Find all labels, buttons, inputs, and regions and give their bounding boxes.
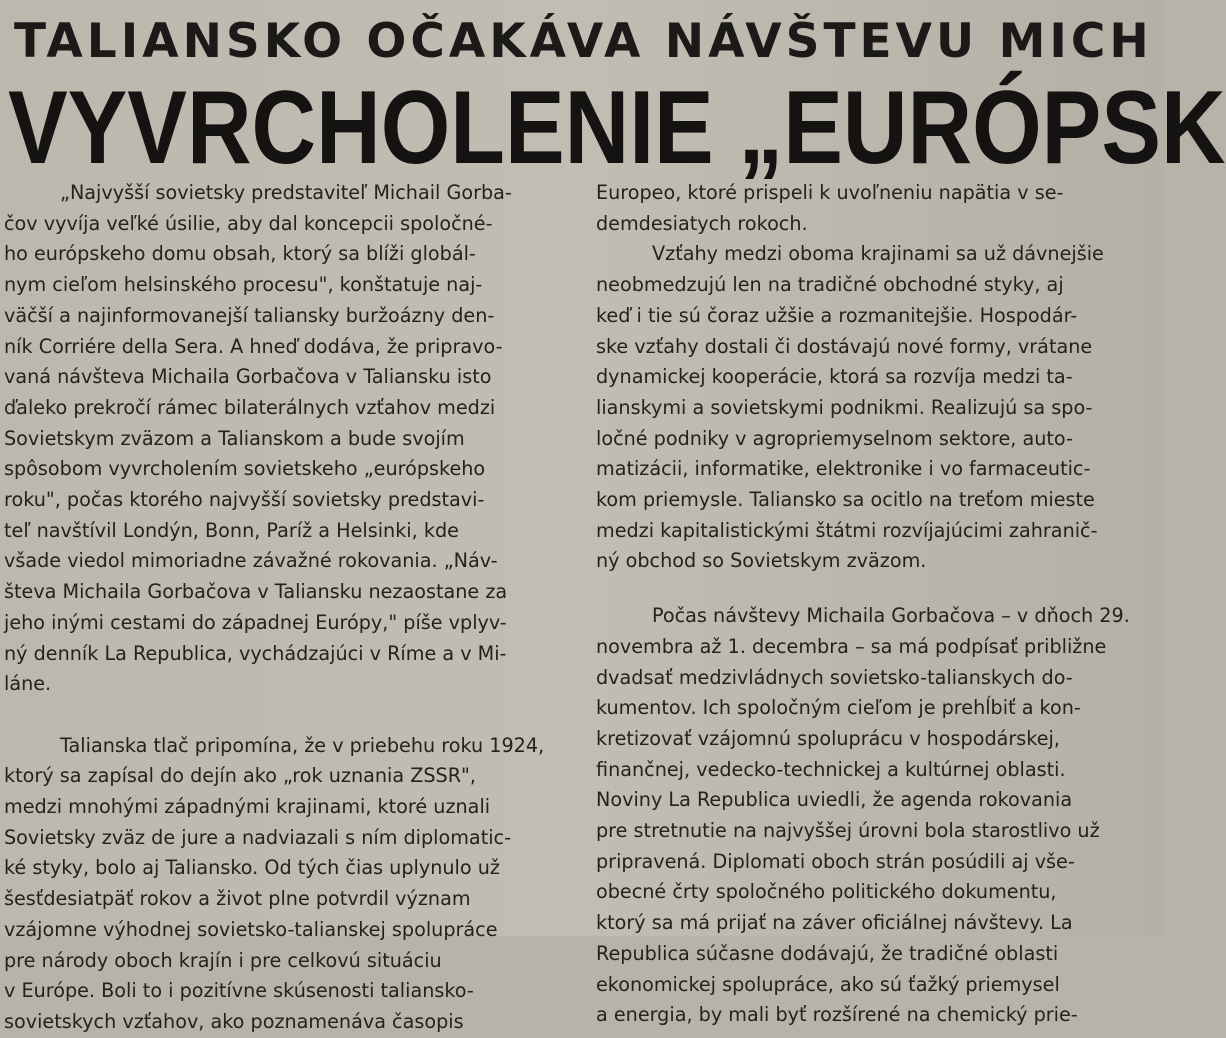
text-line: vaná návšteva Michaila Gorbačova v Taliansku isto xyxy=(4,365,492,389)
paragraph-2 xyxy=(4,731,582,1038)
text-line: Vzťahy medzi oboma krajinami sa už dávnejšie xyxy=(652,242,1104,266)
text-line: demdesiatych rokoch. xyxy=(596,211,808,235)
text-line: lianskymi a sovietskymi podnikmi. Realizujú sa spo- xyxy=(596,395,1093,419)
text-line: a energia, by mali byť rozšírené na chemický prie- xyxy=(596,1003,1078,1027)
text-line: ný obchod so Sovietskym zväzom. xyxy=(596,549,927,573)
text-line: Noviny La Republica uviedli, že agenda rokovania xyxy=(596,788,1073,812)
text-line: ké styky, bolo aj Taliansko. Od tých čias uplynulo už xyxy=(4,856,500,880)
text-line: ník Corriére della Sera. A hneď dodáva, že pripravo- xyxy=(4,334,503,358)
text-line: čov vyvíja veľké úsilie, aby dal koncepcii spoločné- xyxy=(4,211,493,235)
text-line: kumentov. Ich spoločným cieľom je prehĺbiť a kon- xyxy=(596,696,1081,720)
text-line: nym cieľom helsinského procesu", konštatuje naj- xyxy=(4,273,483,297)
text-line: ekonomickej spolupráce, ako sú ťažký priemysel xyxy=(596,972,1060,996)
text-line: ďaleko prekročí rámec bilaterálnych vzťahov medzi xyxy=(4,395,496,419)
paragraph-continued xyxy=(596,178,1161,239)
paragraph-3 xyxy=(596,239,1161,577)
paragraph-4 xyxy=(596,601,1161,1031)
text-line: pre stretnutie na najvyššej úrovni bola starostlivo už xyxy=(596,819,1100,843)
text-line: Talianska tlač pripomína, že v priebehu roku 1924, xyxy=(60,733,545,757)
text-line: Republica súčasne dodávajú, že tradičné oblasti xyxy=(596,941,1059,965)
text-line: jeho inými cestami do západnej Európy," píše vplyv- xyxy=(4,610,507,634)
text-line: matizácii, informatike, elektronike i vo farmaceutic- xyxy=(596,457,1091,481)
text-line: keď i tie sú čoraz užšie a rozmanitejšie. Hospodár- xyxy=(596,303,1078,327)
text-line: kretizovať vzájomnú spoluprácu v hospodárskej, xyxy=(596,726,1060,750)
text-line: pripravená. Diplomati oboch strán posúdili aj vše- xyxy=(596,849,1075,873)
text-line: dvadsať medzivládnych sovietsko-talianskych do- xyxy=(596,665,1073,689)
text-line: finančnej, vedecko-technickej a kultúrnej oblasti. xyxy=(596,757,1066,781)
text-line: Sovietskym zväzom a Talianskom a bude svojím xyxy=(4,426,465,450)
paragraph-1 xyxy=(4,178,582,700)
text-line: pre národy oboch krajín i pre celkovú situáciu xyxy=(4,948,442,972)
text-line: števa Michaila Gorbačova v Taliansku nezaostane za xyxy=(4,580,508,604)
text-line: medzi mnohými západnými krajinami, ktoré uznali xyxy=(4,795,491,819)
text-line: kom priemysle. Taliansko sa ocitlo na treťom mieste xyxy=(596,488,1095,512)
text-line: ske vzťahy dostali či dostávajú nové formy, vrátane xyxy=(596,334,1093,358)
text-line: dynamickej kooperácie, ktorá sa rozvíja medzi ta- xyxy=(596,365,1073,389)
article-column-1 xyxy=(4,178,582,1038)
text-line: „Najvyšší sovietsky predstaviteľ Michail Gorba- xyxy=(60,181,512,204)
text-line: väčší a najinformovanejší taliansky buržoázny den- xyxy=(4,303,495,327)
text-line: neobmedzujú len na tradičné obchodné styky, aj xyxy=(596,273,1064,297)
text-line: v Európe. Boli to i pozitívne skúsenosti taliansko- xyxy=(4,979,474,1003)
text-line: Počas návštevy Michaila Gorbačova – v dňoch 29. xyxy=(652,604,1130,628)
text-line: sovietskych vzťahov, ako poznamenáva časopis xyxy=(4,1009,464,1033)
text-line: všade viedol mimoriadne závažné rokovania. „Náv- xyxy=(4,549,498,573)
text-line: teľ navštívil Londýn, Bonn, Paríž a Helsinki, kde xyxy=(4,518,459,542)
text-line: novembra až 1. decembra – sa má podpísať približne xyxy=(596,634,1107,658)
text-line: obecné črty spoločného politického dokumentu, xyxy=(596,880,1057,904)
text-line: ktorý sa má prijať na záver oficiálnej návštevy. La xyxy=(596,911,1073,935)
text-line: vzájomne výhodnej sovietsko-talianskej spolupráce xyxy=(4,917,498,941)
article-column-2 xyxy=(596,178,1161,1031)
text-line: ný denník La Republica, vychádzajúci v Ríme a v Mi- xyxy=(4,641,507,665)
text-line: ho európskeho domu obsah, ktorý sa blíži globál- xyxy=(4,242,476,266)
text-line: láne. xyxy=(4,672,52,696)
text-line: roku", počas ktorého najvyšší sovietsky predstavi- xyxy=(4,488,485,512)
text-line: medzi kapitalistickými štátmi rozvíjajúcimi zahranič- xyxy=(596,518,1098,542)
kicker-headline: TALIANSKO OČAKÁVA NÁVŠTEVU MICH xyxy=(14,14,1153,69)
text-line: spôsobom vyvrcholením sovietskeho „európskeho xyxy=(4,457,486,481)
text-line: Europeo, ktoré prispeli k uvoľneniu napätia v se- xyxy=(596,181,1064,204)
text-line: ktorý sa zapísal do dejín ako „rok uznania ZSSR", xyxy=(4,764,476,788)
text-line: šesťdesiatpäť rokov a život plne potvrdil význam xyxy=(4,887,471,911)
text-line: Sovietsky zväz de jure a nadviazali s ním diplomatic- xyxy=(4,825,512,849)
text-line: ločné podniky v agropriemyselnom sektore, auto- xyxy=(596,426,1073,450)
main-headline: VYVRCHOLENIE „EURÓPSK xyxy=(8,70,1226,186)
